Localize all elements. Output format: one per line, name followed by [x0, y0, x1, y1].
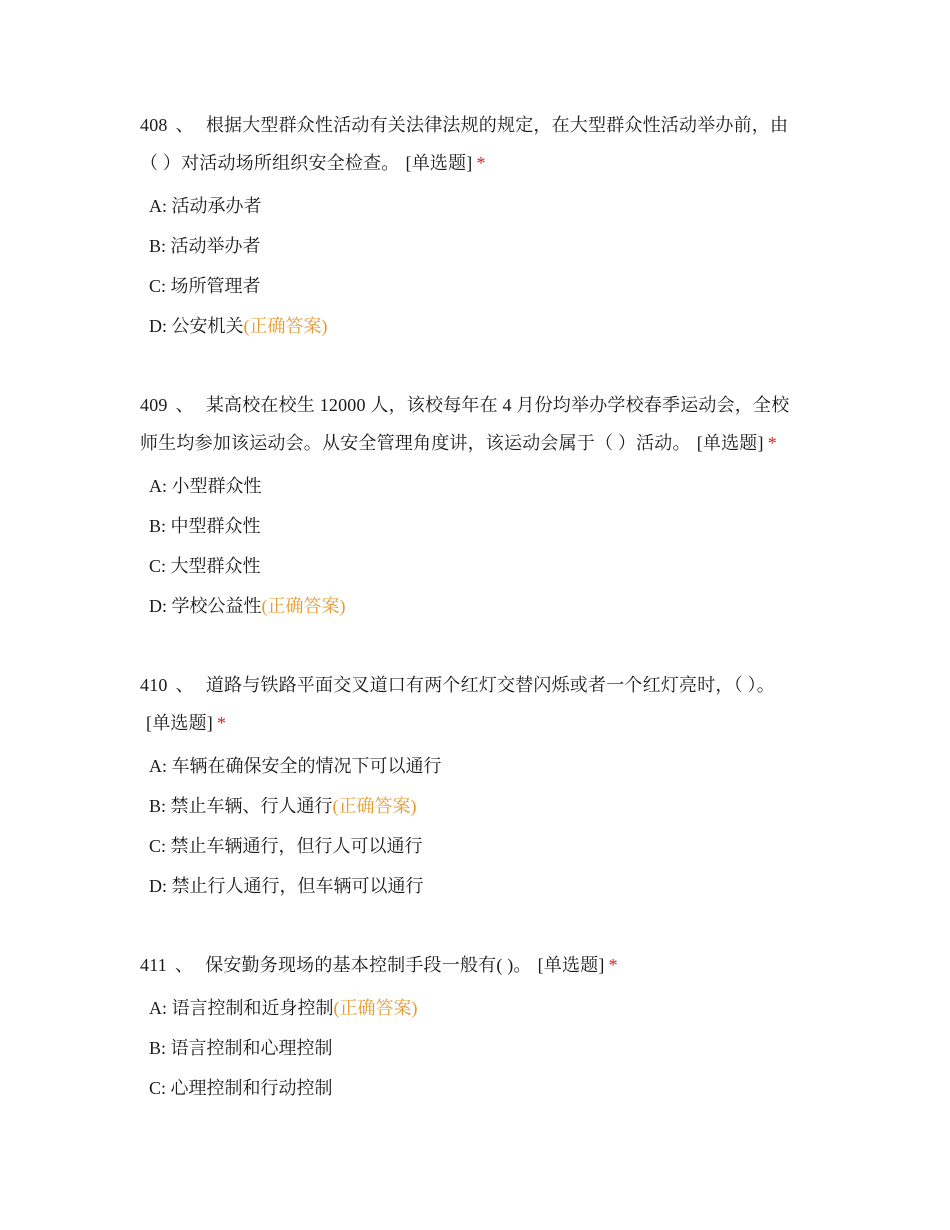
required-asterisk: *: [767, 433, 777, 453]
question-type: [单选题]: [405, 153, 473, 173]
question-text: 某高校在校生 12000 人，该校每年在 4 月份均举办学校春季运动会，全校师生均参加该运动会。从安全管理角度讲，该运动会属于（ ）活动。: [140, 395, 790, 453]
option-letter: D:: [149, 596, 167, 616]
option-letter: A:: [149, 476, 167, 496]
option-d: [149, 866, 805, 906]
question-type: [单选题]: [146, 713, 213, 733]
option-b: [149, 786, 805, 826]
option-c: [149, 546, 805, 586]
option-d: [149, 586, 805, 626]
question-410: [140, 666, 805, 906]
required-asterisk: *: [476, 153, 486, 173]
question-title: [140, 666, 805, 742]
correct-answer-mark: (正确答案): [243, 316, 328, 336]
option-letter: A:: [149, 196, 167, 216]
option-a: [149, 746, 805, 786]
question-number: 410: [140, 675, 168, 695]
option-c: [149, 266, 805, 306]
question-408: [140, 106, 805, 346]
option-list: [140, 746, 805, 906]
option-b: [149, 226, 805, 266]
question-number: 411: [140, 955, 167, 975]
option-letter: B:: [149, 236, 167, 256]
option-text: 禁止车辆、行人通行: [170, 796, 333, 816]
option-text: 公安机关: [171, 316, 244, 336]
question-separator: 、: [175, 675, 194, 695]
option-letter: B:: [149, 1038, 167, 1058]
option-text: 活动承办者: [171, 196, 262, 216]
option-text: 大型群众性: [170, 556, 261, 576]
option-text: 禁止车辆通行，但行人可以通行: [170, 836, 423, 856]
option-letter: B:: [149, 796, 167, 816]
question-number: 409: [140, 395, 168, 415]
question-separator: 、: [174, 955, 194, 975]
question-text: 保安勤务现场的基本控制手段一般有( )。: [205, 955, 532, 975]
option-text: 禁止行人通行，但车辆可以通行: [171, 876, 424, 896]
question-title: [140, 946, 805, 984]
option-letter: C:: [149, 556, 167, 576]
option-list: [140, 988, 805, 1108]
question-text: 根据大型群众性活动有关法律法规的规定，在大型群众性活动举办前，由（ ）对活动场所组织安全检查。: [140, 115, 789, 173]
question-title: [140, 386, 805, 462]
option-b: [149, 1028, 805, 1068]
option-b: [149, 506, 805, 546]
required-asterisk: *: [608, 955, 618, 975]
option-text: 语言控制和心理控制: [170, 1038, 333, 1058]
option-text: 小型群众性: [171, 476, 262, 496]
option-letter: C:: [149, 1078, 167, 1098]
option-c: [149, 826, 805, 866]
option-d: [149, 306, 805, 346]
required-asterisk: *: [217, 713, 227, 733]
question-title: [140, 106, 805, 182]
option-text: 中型群众性: [170, 516, 261, 536]
option-letter: A:: [149, 998, 167, 1018]
question-text: 道路与铁路平面交叉道口有两个红灯交替闪烁或者一个红灯亮时，（ ）。: [205, 675, 775, 695]
option-text: 语言控制和近身控制: [171, 998, 334, 1018]
question-type: [单选题]: [537, 955, 605, 975]
option-a: [149, 466, 805, 506]
option-c: [149, 1068, 805, 1108]
option-a: [149, 186, 805, 226]
question-type: [单选题]: [696, 433, 764, 453]
question-411: [140, 946, 805, 1108]
question-409: [140, 386, 805, 626]
option-text: 活动举办者: [170, 236, 261, 256]
option-text: 心理控制和行动控制: [170, 1078, 333, 1098]
question-number: 408: [140, 115, 168, 135]
option-text: 车辆在确保安全的情况下可以通行: [171, 756, 442, 776]
option-letter: C:: [149, 836, 167, 856]
question-separator: 、: [175, 395, 194, 415]
option-letter: B:: [149, 516, 167, 536]
option-letter: D:: [149, 876, 167, 896]
correct-answer-mark: (正确答案): [333, 998, 418, 1018]
correct-answer-mark: (正确答案): [332, 796, 417, 816]
option-letter: C:: [149, 276, 167, 296]
option-list: [140, 466, 805, 626]
option-list: [140, 186, 805, 346]
option-text: 场所管理者: [170, 276, 261, 296]
option-letter: D:: [149, 316, 167, 336]
option-a: [149, 988, 805, 1028]
question-separator: 、: [175, 115, 194, 135]
option-letter: A:: [149, 756, 167, 776]
option-text: 学校公益性: [171, 596, 262, 616]
correct-answer-mark: (正确答案): [261, 596, 346, 616]
